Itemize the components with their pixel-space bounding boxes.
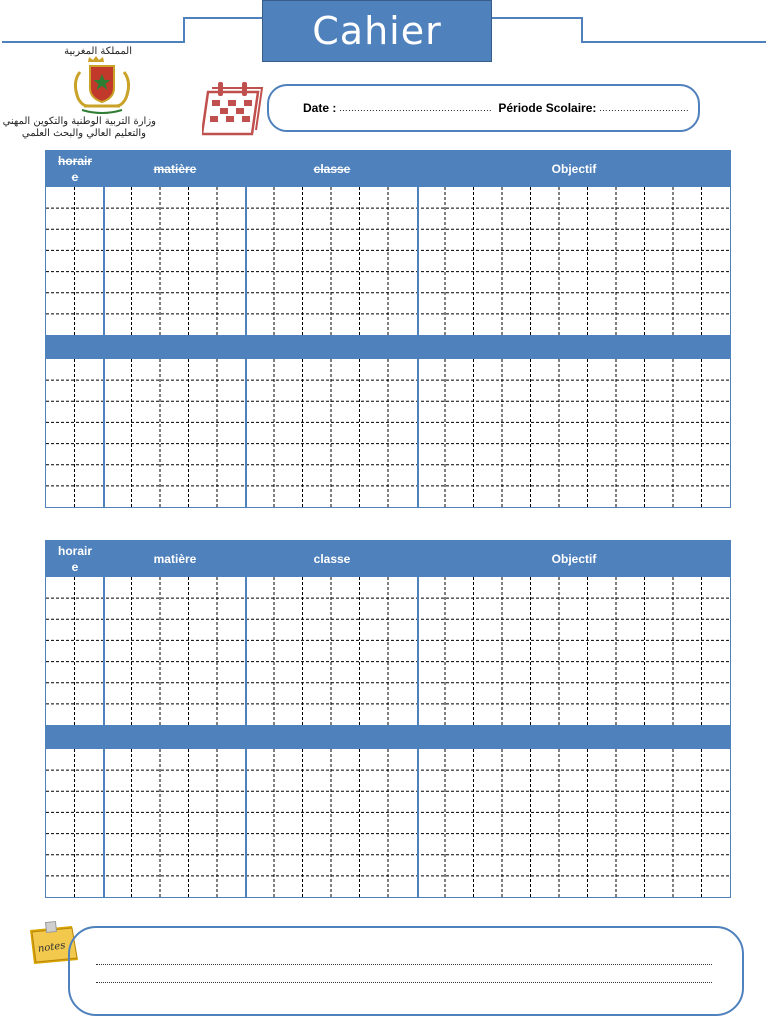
ministry-line-1: المملكة المغربية	[64, 46, 132, 57]
col-objectif-header: Objectif	[551, 162, 597, 176]
notes-box[interactable]	[68, 926, 744, 1016]
date-period-box	[267, 84, 700, 132]
col-horaire-header	[46, 541, 104, 577]
table-header	[46, 151, 730, 187]
ministry-line-3: والتعليم العالي والبحث العلمي	[21, 128, 146, 139]
ministry-line-2: وزارة التربية الوطنية والتكوين المهني	[2, 116, 156, 127]
calendar-icon	[202, 78, 266, 138]
col-classe-header: classe	[313, 162, 351, 176]
grid-block[interactable]	[46, 749, 730, 897]
col-horaire-text-2: e	[71, 560, 79, 574]
schedule-table-2	[45, 540, 731, 898]
col-horaire-text-1: horair	[57, 154, 92, 168]
notes-line	[96, 982, 712, 983]
separator-band	[46, 335, 730, 359]
col-horaire-text-2: e	[71, 170, 79, 184]
date-label: Date :	[303, 101, 337, 115]
col-horaire-text-1: horair	[57, 544, 92, 558]
page-title-box	[262, 0, 492, 62]
col-matiere-header: matière	[153, 162, 197, 176]
table-header	[46, 541, 730, 577]
notes-label: notes	[37, 940, 67, 955]
schedule-table-1	[45, 150, 731, 508]
separator-band	[46, 725, 730, 749]
page-title: Cahier	[312, 9, 442, 53]
grid-block[interactable]	[46, 187, 730, 335]
periode-field[interactable]: …………………………	[596, 103, 689, 113]
col-matiere-header: matière	[153, 552, 197, 566]
col-objectif-header: Objectif	[551, 552, 597, 566]
date-field[interactable]: ……………………………………………	[336, 103, 495, 113]
grid-block[interactable]	[46, 359, 730, 507]
col-classe-header: classe	[313, 552, 351, 566]
notes-line	[96, 964, 712, 965]
col-horaire-header	[46, 151, 104, 187]
grid-block[interactable]	[46, 577, 730, 725]
periode-label: Période Scolaire:	[498, 101, 597, 115]
